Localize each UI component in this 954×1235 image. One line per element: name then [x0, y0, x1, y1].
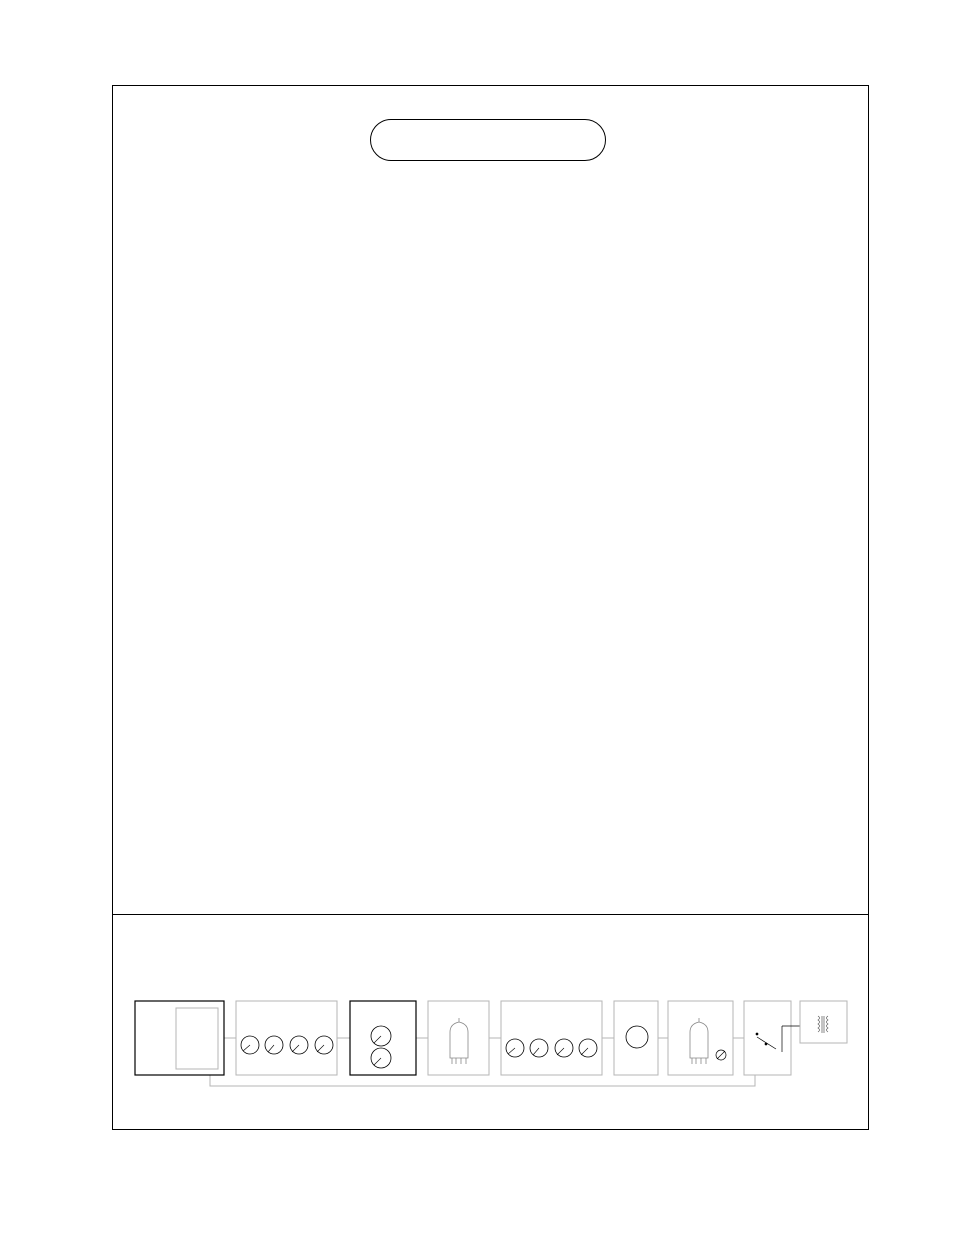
dual-knob-block[interactable] [350, 1001, 416, 1075]
preamp-tube-block[interactable] [428, 1001, 489, 1075]
input-panel-block[interactable] [135, 1001, 224, 1075]
eq-four-knob-block-2[interactable] [501, 1001, 602, 1075]
transformer-block[interactable] [800, 1001, 847, 1043]
switch-block[interactable] [744, 1001, 800, 1075]
return-path [210, 1075, 755, 1086]
single-knob-block[interactable] [614, 1001, 658, 1075]
eq-four-knob-block[interactable] [236, 1001, 337, 1075]
power-tube-block[interactable] [668, 1001, 733, 1075]
